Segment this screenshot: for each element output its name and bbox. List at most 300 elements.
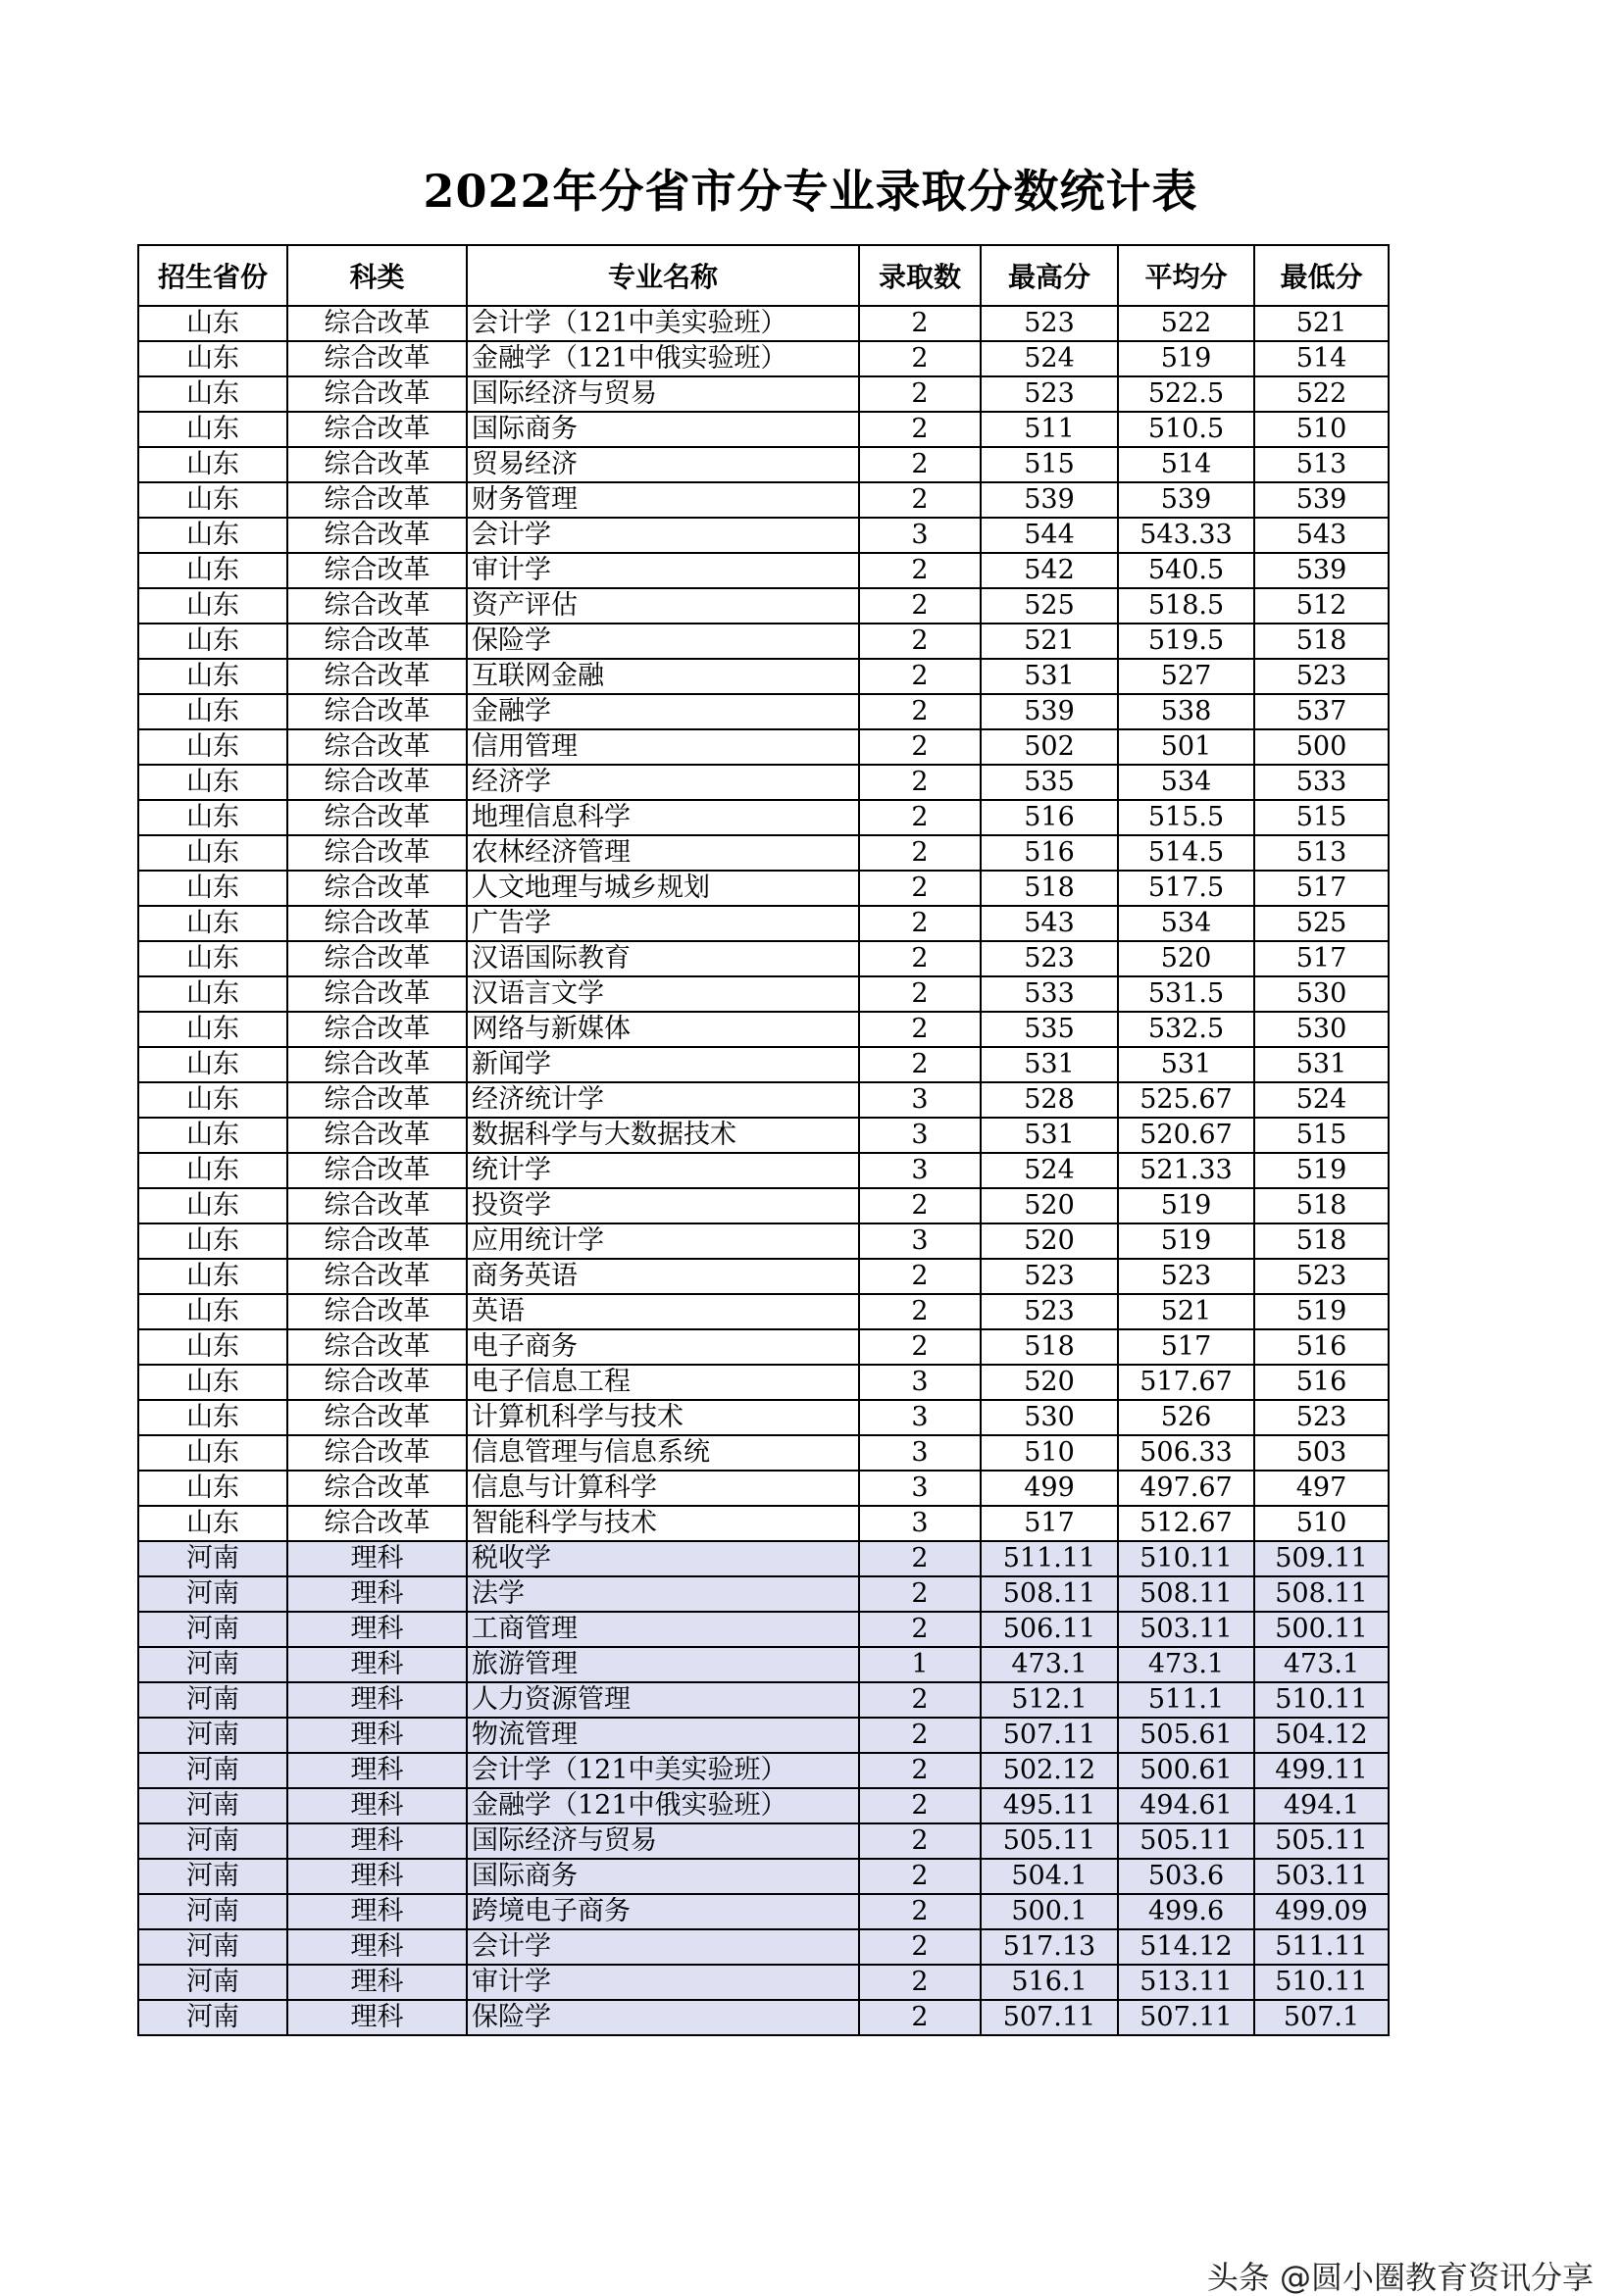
cell-max-score: 500.1 [981,1894,1118,1929]
cell-max-score: 523 [981,1294,1118,1329]
table-row [138,1435,1389,1471]
cell-max-score: 525 [981,588,1118,624]
cell-admitted: 2 [859,1188,981,1223]
cell-category: 理科 [287,2000,467,2035]
cell-avg-score: 518.5 [1118,588,1254,624]
cell-province: 山东 [138,694,287,729]
cell-province: 山东 [138,1012,287,1047]
cell-max-score: 523 [981,1259,1118,1294]
cell-max-score: 473.1 [981,1647,1118,1682]
cell-admitted: 3 [859,1118,981,1153]
table-row [138,1012,1389,1047]
cell-major: 国际经济与贸易 [467,376,859,412]
cell-province: 山东 [138,553,287,588]
cell-province: 山东 [138,588,287,624]
table-header-row [138,245,1389,306]
cell-max-score: 512.1 [981,1682,1118,1718]
cell-category: 综合改革 [287,376,467,412]
cell-min-score: 503 [1254,1435,1389,1471]
table-row [138,482,1389,518]
cell-min-score: 543 [1254,518,1389,553]
cell-max-score: 504.1 [981,1859,1118,1894]
table-row [138,1188,1389,1223]
cell-category: 综合改革 [287,800,467,835]
table-row [138,1118,1389,1153]
cell-category: 综合改革 [287,694,467,729]
cell-province: 山东 [138,659,287,694]
cell-max-score: 530 [981,1400,1118,1435]
cell-category: 综合改革 [287,1188,467,1223]
cell-category: 综合改革 [287,1471,467,1506]
table-row [138,518,1389,553]
cell-max-score: 517 [981,1506,1118,1541]
cell-avg-score: 540.5 [1118,553,1254,588]
cell-province: 河南 [138,1894,287,1929]
cell-min-score: 497 [1254,1471,1389,1506]
cell-min-score: 539 [1254,553,1389,588]
table-row [138,1859,1389,1894]
cell-admitted: 2 [859,1294,981,1329]
cell-avg-score: 531.5 [1118,976,1254,1012]
cell-major: 金融学（121中俄实验班） [467,1788,859,1823]
cell-major: 人力资源管理 [467,1682,859,1718]
cell-min-score: 523 [1254,659,1389,694]
cell-avg-score: 511.1 [1118,1682,1254,1718]
cell-category: 理科 [287,1718,467,1753]
cell-admitted: 2 [859,765,981,800]
table-row [138,941,1389,976]
cell-major: 会计学（121中美实验班） [467,1753,859,1788]
cell-admitted: 2 [859,1541,981,1576]
cell-max-score: 507.11 [981,1718,1118,1753]
cell-max-score: 508.11 [981,1576,1118,1612]
table-row [138,447,1389,482]
cell-avg-score: 527 [1118,659,1254,694]
cell-province: 河南 [138,1823,287,1859]
cell-major: 物流管理 [467,1718,859,1753]
cell-category: 综合改革 [287,1153,467,1188]
cell-category: 综合改革 [287,341,467,376]
cell-min-score: 510 [1254,412,1389,447]
table-row [138,1612,1389,1647]
cell-major: 广告学 [467,906,859,941]
cell-avg-score: 497.67 [1118,1471,1254,1506]
cell-avg-score: 512.67 [1118,1506,1254,1541]
cell-category: 理科 [287,1753,467,1788]
cell-admitted: 2 [859,624,981,659]
cell-province: 山东 [138,976,287,1012]
table-row [138,1259,1389,1294]
cell-province: 山东 [138,1365,287,1400]
table-row [138,1753,1389,1788]
cell-min-score: 499.11 [1254,1753,1389,1788]
table-row [138,1471,1389,1506]
cell-admitted: 3 [859,1506,981,1541]
cell-category: 理科 [287,1788,467,1823]
cell-min-score: 519 [1254,1294,1389,1329]
cell-avg-score: 519 [1118,1188,1254,1223]
cell-major: 工商管理 [467,1612,859,1647]
cell-major: 国际商务 [467,412,859,447]
cell-major: 审计学 [467,553,859,588]
cell-min-score: 518 [1254,1223,1389,1259]
cell-province: 山东 [138,1047,287,1082]
table-row [138,1965,1389,2000]
table-row [138,1682,1389,1718]
cell-avg-score: 499.6 [1118,1894,1254,1929]
cell-category: 综合改革 [287,1435,467,1471]
cell-max-score: 517.13 [981,1929,1118,1965]
cell-province: 山东 [138,518,287,553]
cell-province: 山东 [138,941,287,976]
cell-admitted: 2 [859,376,981,412]
cell-province: 河南 [138,1647,287,1682]
cell-category: 理科 [287,1859,467,1894]
table-row [138,1929,1389,1965]
cell-avg-score: 514 [1118,447,1254,482]
cell-admitted: 2 [859,1682,981,1718]
cell-category: 综合改革 [287,553,467,588]
cell-admitted: 2 [859,941,981,976]
cell-major: 审计学 [467,1965,859,2000]
cell-category: 综合改革 [287,906,467,941]
table-row [138,376,1389,412]
cell-avg-score: 522.5 [1118,376,1254,412]
cell-admitted: 2 [859,447,981,482]
cell-province: 山东 [138,624,287,659]
table-row [138,553,1389,588]
cell-province: 河南 [138,1576,287,1612]
cell-max-score: 505.11 [981,1823,1118,1859]
table-row [138,1541,1389,1576]
cell-admitted: 2 [859,2000,981,2035]
cell-avg-score: 519.5 [1118,624,1254,659]
cell-major: 国际商务 [467,1859,859,1894]
cell-major: 经济学 [467,765,859,800]
table-row [138,694,1389,729]
table-row [138,659,1389,694]
cell-avg-score: 534 [1118,906,1254,941]
cell-admitted: 3 [859,1153,981,1188]
cell-major: 统计学 [467,1153,859,1188]
cell-admitted: 2 [859,306,981,341]
cell-min-score: 530 [1254,1012,1389,1047]
cell-admitted: 1 [859,1647,981,1682]
cell-province: 山东 [138,1506,287,1541]
cell-major: 新闻学 [467,1047,859,1082]
cell-min-score: 513 [1254,835,1389,871]
cell-major: 金融学（121中俄实验班） [467,341,859,376]
cell-min-score: 533 [1254,765,1389,800]
cell-admitted: 2 [859,1259,981,1294]
cell-avg-score: 517 [1118,1329,1254,1365]
cell-major: 汉语言文学 [467,976,859,1012]
cell-avg-score: 510.5 [1118,412,1254,447]
cell-admitted: 2 [859,1012,981,1047]
cell-avg-score: 523 [1118,1259,1254,1294]
cell-admitted: 2 [859,1753,981,1788]
cell-avg-score: 503.6 [1118,1859,1254,1894]
cell-admitted: 2 [859,694,981,729]
cell-max-score: 539 [981,694,1118,729]
cell-province: 山东 [138,1259,287,1294]
cell-major: 应用统计学 [467,1223,859,1259]
cell-admitted: 2 [859,1788,981,1823]
cell-province: 山东 [138,871,287,906]
cell-max-score: 502 [981,729,1118,765]
table-row [138,871,1389,906]
cell-province: 山东 [138,341,287,376]
cell-avg-score: 543.33 [1118,518,1254,553]
table-row [138,1788,1389,1823]
watermark: 头条 @圆小圈教育资讯分享 [1206,2259,1594,2296]
cell-avg-score: 473.1 [1118,1647,1254,1682]
cell-admitted: 3 [859,1082,981,1118]
cell-major: 农林经济管理 [467,835,859,871]
cell-province: 山东 [138,306,287,341]
cell-max-score: 520 [981,1223,1118,1259]
cell-min-score: 522 [1254,376,1389,412]
cell-admitted: 3 [859,1365,981,1400]
cell-avg-score: 538 [1118,694,1254,729]
table-row [138,1823,1389,1859]
cell-min-score: 508.11 [1254,1576,1389,1612]
cell-avg-score: 513.11 [1118,1965,1254,2000]
cell-max-score: 511 [981,412,1118,447]
cell-category: 综合改革 [287,1012,467,1047]
cell-major: 信息与计算科学 [467,1471,859,1506]
cell-province: 山东 [138,1435,287,1471]
table-row [138,1576,1389,1612]
cell-min-score: 507.1 [1254,2000,1389,2035]
cell-min-score: 525 [1254,906,1389,941]
cell-admitted: 2 [859,1929,981,1965]
cell-province: 山东 [138,1188,287,1223]
cell-min-score: 531 [1254,1047,1389,1082]
cell-admitted: 2 [859,1718,981,1753]
cell-avg-score: 514.12 [1118,1929,1254,1965]
cell-max-score: 506.11 [981,1612,1118,1647]
cell-avg-score: 522 [1118,306,1254,341]
cell-max-score: 495.11 [981,1788,1118,1823]
cell-major: 会计学 [467,1929,859,1965]
cell-category: 综合改革 [287,482,467,518]
cell-major: 跨境电子商务 [467,1894,859,1929]
cell-avg-score: 519 [1118,1223,1254,1259]
cell-admitted: 3 [859,1400,981,1435]
cell-category: 综合改革 [287,871,467,906]
cell-max-score: 520 [981,1188,1118,1223]
cell-category: 综合改革 [287,835,467,871]
cell-min-score: 519 [1254,1153,1389,1188]
cell-major: 电子信息工程 [467,1365,859,1400]
cell-province: 山东 [138,447,287,482]
cell-avg-score: 494.61 [1118,1788,1254,1823]
cell-admitted: 2 [859,800,981,835]
cell-major: 经济统计学 [467,1082,859,1118]
cell-admitted: 2 [859,871,981,906]
cell-major: 贸易经济 [467,447,859,482]
cell-avg-score: 521.33 [1118,1153,1254,1188]
cell-admitted: 2 [859,1859,981,1894]
cell-admitted: 2 [859,588,981,624]
cell-min-score: 517 [1254,871,1389,906]
cell-category: 综合改革 [287,1082,467,1118]
cell-category: 综合改革 [287,1259,467,1294]
cell-province: 河南 [138,2000,287,2035]
table-row [138,306,1389,341]
cell-province: 河南 [138,1682,287,1718]
cell-category: 综合改革 [287,1118,467,1153]
cell-min-score: 515 [1254,1118,1389,1153]
cell-admitted: 3 [859,1471,981,1506]
cell-min-score: 521 [1254,306,1389,341]
cell-min-score: 539 [1254,482,1389,518]
cell-min-score: 516 [1254,1365,1389,1400]
cell-province: 山东 [138,482,287,518]
cell-category: 综合改革 [287,447,467,482]
cell-category: 理科 [287,1929,467,1965]
cell-max-score: 524 [981,1153,1118,1188]
table-row [138,1647,1389,1682]
cell-category: 综合改革 [287,765,467,800]
cell-category: 理科 [287,1541,467,1576]
cell-max-score: 535 [981,765,1118,800]
table-row [138,729,1389,765]
cell-max-score: 543 [981,906,1118,941]
cell-major: 会计学 [467,518,859,553]
cell-major: 国际经济与贸易 [467,1823,859,1859]
table-row [138,341,1389,376]
cell-max-score: 521 [981,624,1118,659]
table-row [138,765,1389,800]
cell-min-score: 500 [1254,729,1389,765]
cell-admitted: 2 [859,1823,981,1859]
cell-category: 综合改革 [287,412,467,447]
cell-major: 商务英语 [467,1259,859,1294]
cell-major: 法学 [467,1576,859,1612]
cell-max-score: 542 [981,553,1118,588]
table-row [138,1365,1389,1400]
table-row [138,1718,1389,1753]
cell-major: 税收学 [467,1541,859,1576]
cell-province: 山东 [138,800,287,835]
table-row [138,624,1389,659]
cell-province: 河南 [138,1929,287,1965]
page-title: 2022年分省市分专业录取分数统计表 [423,165,1198,218]
cell-min-score: 514 [1254,341,1389,376]
cell-admitted: 2 [859,1329,981,1365]
table-row [138,1082,1389,1118]
cell-avg-score: 505.61 [1118,1718,1254,1753]
cell-admitted: 2 [859,1047,981,1082]
cell-admitted: 2 [859,976,981,1012]
cell-province: 山东 [138,1082,287,1118]
cell-province: 河南 [138,1753,287,1788]
cell-max-score: 507.11 [981,2000,1118,2035]
cell-major: 投资学 [467,1188,859,1223]
cell-category: 理科 [287,1612,467,1647]
cell-avg-score: 531 [1118,1047,1254,1082]
cell-admitted: 3 [859,1223,981,1259]
cell-avg-score: 525.67 [1118,1082,1254,1118]
cell-category: 综合改革 [287,1400,467,1435]
table-row [138,1047,1389,1082]
cell-avg-score: 520.67 [1118,1118,1254,1153]
cell-province: 河南 [138,1612,287,1647]
cell-min-score: 509.11 [1254,1541,1389,1576]
cell-min-score: 510.11 [1254,1965,1389,2000]
cell-max-score: 516 [981,800,1118,835]
cell-avg-score: 521 [1118,1294,1254,1329]
cell-province: 山东 [138,729,287,765]
cell-min-score: 494.1 [1254,1788,1389,1823]
cell-max-score: 524 [981,341,1118,376]
cell-min-score: 517 [1254,941,1389,976]
table-row [138,1400,1389,1435]
cell-category: 综合改革 [287,624,467,659]
cell-category: 综合改革 [287,976,467,1012]
cell-admitted: 2 [859,1612,981,1647]
header-major: 专业名称 [467,245,859,306]
cell-major: 财务管理 [467,482,859,518]
cell-category: 理科 [287,1647,467,1682]
cell-province: 山东 [138,412,287,447]
cell-province: 山东 [138,376,287,412]
cell-major: 金融学 [467,694,859,729]
cell-category: 理科 [287,1823,467,1859]
cell-admitted: 2 [859,835,981,871]
cell-category: 综合改革 [287,1365,467,1400]
cell-max-score: 515 [981,447,1118,482]
cell-min-score: 524 [1254,1082,1389,1118]
table-row [138,1153,1389,1188]
cell-province: 山东 [138,765,287,800]
cell-major: 资产评估 [467,588,859,624]
cell-province: 河南 [138,1718,287,1753]
cell-province: 山东 [138,1400,287,1435]
cell-max-score: 502.12 [981,1753,1118,1788]
cell-min-score: 523 [1254,1400,1389,1435]
cell-major: 互联网金融 [467,659,859,694]
cell-min-score: 516 [1254,1329,1389,1365]
cell-avg-score: 534 [1118,765,1254,800]
cell-min-score: 500.11 [1254,1612,1389,1647]
cell-min-score: 518 [1254,624,1389,659]
cell-category: 综合改革 [287,306,467,341]
cell-avg-score: 501 [1118,729,1254,765]
cell-avg-score: 506.33 [1118,1435,1254,1471]
cell-max-score: 531 [981,1118,1118,1153]
cell-admitted: 2 [859,482,981,518]
cell-min-score: 530 [1254,976,1389,1012]
cell-province: 河南 [138,1859,287,1894]
cell-major: 地理信息科学 [467,800,859,835]
cell-min-score: 510.11 [1254,1682,1389,1718]
cell-max-score: 528 [981,1082,1118,1118]
cell-major: 旅游管理 [467,1647,859,1682]
cell-max-score: 544 [981,518,1118,553]
table-row [138,835,1389,871]
cell-max-score: 518 [981,871,1118,906]
header-min-score: 最低分 [1254,245,1389,306]
cell-admitted: 2 [859,1965,981,2000]
cell-category: 综合改革 [287,659,467,694]
cell-avg-score: 517.67 [1118,1365,1254,1400]
cell-avg-score: 503.11 [1118,1612,1254,1647]
cell-category: 理科 [287,1965,467,2000]
cell-avg-score: 515.5 [1118,800,1254,835]
